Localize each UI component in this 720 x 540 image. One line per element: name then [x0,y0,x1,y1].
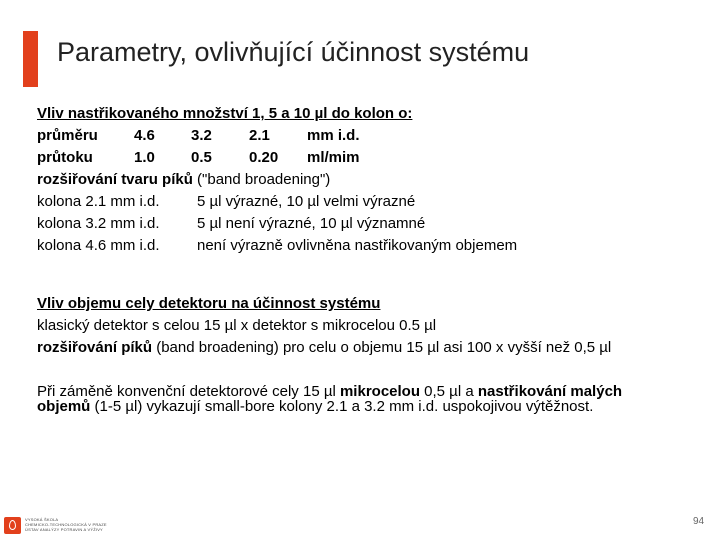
peak-broadening-rest: (band broadening) pro celu o objemu 15 µl asi 100 x vyšší než 0,5 µl [156,339,612,356]
row-value: 1.0 [134,149,155,166]
row-value: 0.5 [191,149,212,166]
diameter-row [37,125,707,147]
flow-row [37,147,707,169]
conclusion-part: (1-5 µl) vykazují small-bore kolony 2.1 a 3.2 mm i.d. uspokojivou výtěžnost. [90,398,594,415]
column-text: 5 µl není výrazné, 10 µl významné [197,215,426,232]
column-text: není výrazně ovlivněna nastřikovaným objemem [197,237,518,254]
page-number: 94 [693,516,705,527]
title-accent-bar [23,31,38,87]
conclusion-paragraph [37,384,677,414]
row-label: průměru [37,127,98,144]
column-row [37,213,707,235]
institution-line: VYSOKÁ ŠKOLA [25,517,59,522]
detector-line: klasický detektor s celou 15 µl x detektor s mikrocelou 0.5 µl [37,317,437,334]
conclusion-bold: nastřikování malých objemů [37,383,623,415]
row-value: 0.20 [249,149,279,166]
peak-broadening-line [37,337,707,359]
section2-heading: Vliv objemu cely detektoru na účinnost systému [37,295,381,312]
column-label: kolona 2.1 mm i.d. [37,193,160,210]
institution-line: ÚSTAV ANALÝZY POTRAVIN A VÝŽIVY [25,527,103,532]
row-unit: ml/mim [307,149,360,166]
slide-title: Parametry, ovlivňující účinnost systému [57,37,530,67]
row-label: průtoku [37,149,93,166]
conclusion-part: Při záměně konvenční detektorové cely 15 µl [37,383,340,400]
row-value: 2.1 [249,127,270,144]
broadening-line [37,169,707,191]
column-row [37,235,707,257]
peak-broadening-bold: rozšiřování píků [37,339,153,356]
broadening-rest: ("band broadening") [197,171,331,188]
footer-institution [25,517,107,532]
column-label: kolona 3.2 mm i.d. [37,215,160,232]
column-text: 5 µl výrazné, 10 µl velmi výrazné [197,193,416,210]
conclusion-part: 0,5 µl a [420,383,478,400]
row-unit: mm i.d. [307,127,360,144]
row-value: 3.2 [191,127,212,144]
institution-line: CHEMICKO-TECHNOLOGICKÁ V PRAZE [25,522,107,527]
slide-content [37,103,707,414]
conclusion-bold: mikrocelou [339,383,420,400]
broadening-bold: rozšiřování tvaru píků [37,171,193,188]
row-value: 4.6 [134,127,155,144]
section1-heading: Vliv nastřikovaného množství 1, 5 a 10 µl do kolon o: [37,105,413,122]
column-row [37,191,707,213]
vscht-logo-icon [4,517,21,534]
column-label: kolona 4.6 mm i.d. [37,237,160,254]
